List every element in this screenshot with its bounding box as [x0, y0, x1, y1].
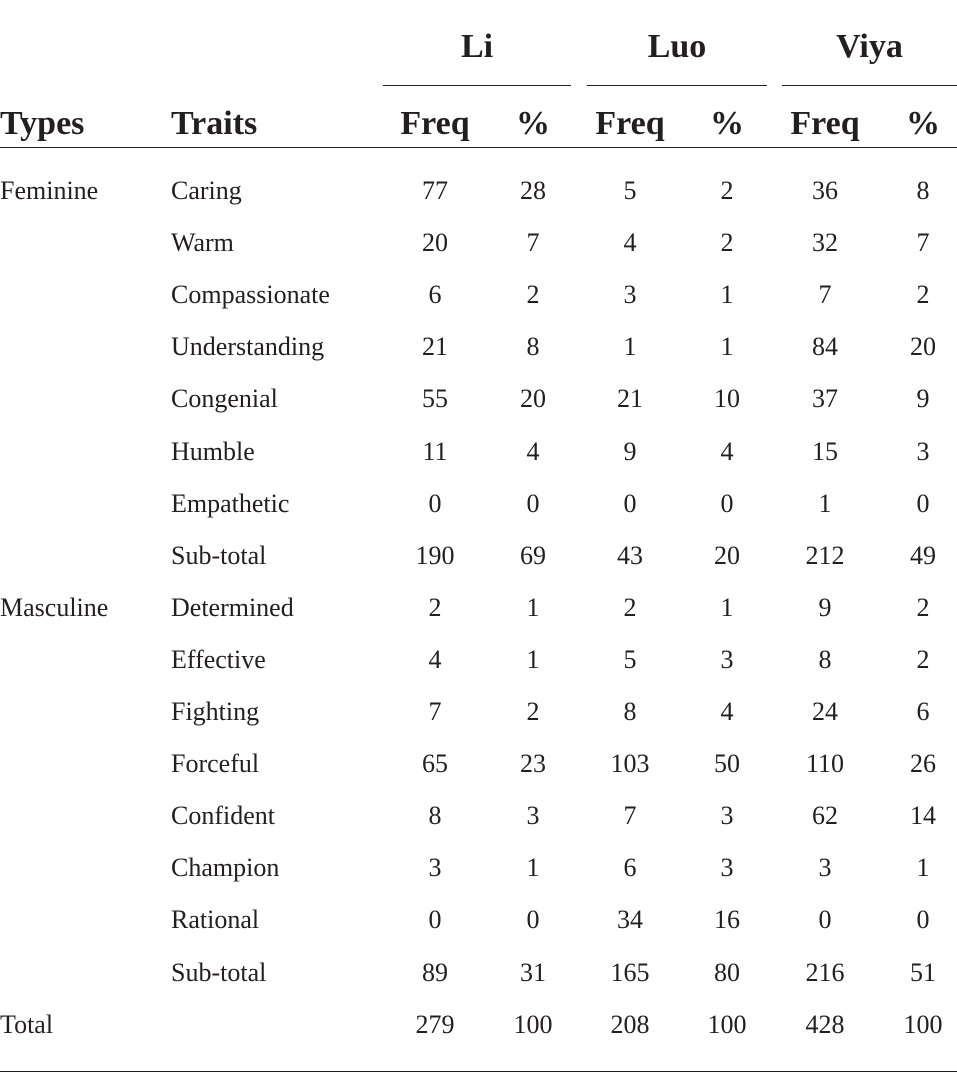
- table-row: [0, 634, 957, 686]
- cell-viya-freq: 8: [818, 644, 832, 674]
- cell-luo-pct: 10: [714, 384, 740, 414]
- cell-luo-freq: 103: [610, 749, 650, 779]
- cell-li-freq: 8: [428, 801, 442, 831]
- cell-viya-freq: 9: [818, 592, 832, 622]
- cell-viya-pct: 51: [910, 957, 936, 987]
- cell-trait: Empathetic: [171, 488, 290, 518]
- cell-li-pct: 1: [526, 592, 540, 622]
- cell-li-pct: 1: [526, 853, 540, 883]
- cell-luo-freq: 43: [617, 540, 643, 570]
- cell-trait: Forceful: [171, 749, 260, 779]
- table-row: [0, 790, 957, 842]
- cell-li-freq: 11: [422, 436, 448, 466]
- cell-luo-pct: 100: [707, 1009, 747, 1039]
- table-row: [0, 738, 957, 790]
- cell-li-pct: 100: [513, 1009, 553, 1039]
- cell-li-freq: 279: [415, 1009, 455, 1039]
- cell-luo-pct: 80: [714, 957, 740, 987]
- cell-trait: Compassionate: [171, 280, 330, 310]
- cell-trait: Fighting: [171, 697, 260, 726]
- cell-luo-freq: 165: [610, 957, 650, 987]
- group-rule-luo: [587, 85, 767, 86]
- column-header-li-freq: Freq: [400, 105, 470, 142]
- cell-trait: Champion: [171, 853, 280, 883]
- cell-luo-freq: 6: [623, 853, 637, 883]
- cell-viya-freq: 216: [805, 957, 845, 987]
- table-row: [0, 269, 957, 321]
- cell-li-pct: 7: [526, 228, 540, 258]
- cell-luo-freq: 21: [617, 384, 643, 414]
- cell-luo-freq: 34: [617, 905, 643, 935]
- cell-viya-pct: 8: [916, 176, 930, 205]
- cell-li-pct: 0: [526, 905, 540, 935]
- cell-trait: Confident: [171, 801, 275, 831]
- cell-li-freq: 89: [422, 957, 448, 987]
- cell-luo-freq: 8: [623, 697, 637, 726]
- column-header-li-pct: %: [516, 105, 550, 142]
- cell-viya-freq: 15: [812, 436, 838, 466]
- cell-viya-pct: 26: [910, 749, 936, 779]
- cell-li-freq: 7: [428, 697, 442, 726]
- table-row: [0, 478, 957, 530]
- table-row: [0, 530, 957, 582]
- cell-viya-pct: 2: [916, 644, 930, 674]
- table-row: [0, 894, 957, 946]
- table-row: [0, 947, 957, 999]
- cell-viya-freq: 36: [812, 176, 838, 205]
- cell-luo-pct: 3: [720, 801, 734, 831]
- cell-trait: Rational: [171, 905, 260, 935]
- cell-li-pct: 20: [520, 384, 546, 414]
- cell-luo-pct: 3: [720, 853, 734, 883]
- table-row: [0, 217, 957, 269]
- cell-luo-pct: 4: [720, 436, 734, 466]
- cell-viya-pct: 0: [916, 905, 930, 935]
- table-row: [0, 999, 957, 1051]
- column-header-types: Types: [0, 105, 85, 142]
- cell-li-freq: 21: [422, 332, 448, 362]
- cell-luo-pct: 1: [720, 332, 734, 362]
- cell-trait: Congenial: [171, 384, 278, 414]
- cell-luo-pct: 50: [714, 749, 740, 779]
- cell-trait: Determined: [171, 592, 294, 622]
- cell-viya-pct: 100: [903, 1009, 943, 1039]
- cell-viya-pct: 49: [910, 540, 936, 570]
- cell-luo-freq: 0: [623, 488, 637, 518]
- cell-li-pct: 2: [526, 280, 540, 310]
- cell-luo-freq: 9: [623, 436, 637, 466]
- cell-li-pct: 4: [526, 436, 540, 466]
- cell-luo-freq: 2: [623, 592, 637, 622]
- cell-luo-freq: 3: [623, 280, 637, 310]
- cell-li-pct: 1: [526, 644, 540, 674]
- cell-viya-pct: 20: [910, 332, 936, 362]
- cell-li-freq: 0: [428, 905, 442, 935]
- cell-viya-freq: 0: [818, 905, 832, 935]
- cell-viya-freq: 62: [812, 801, 838, 831]
- cell-li-freq: 20: [422, 228, 448, 258]
- cell-li-pct: 23: [520, 749, 546, 779]
- cell-luo-freq: 1: [623, 332, 637, 362]
- cell-trait: Effective: [171, 644, 266, 674]
- cell-viya-pct: 0: [916, 488, 930, 518]
- cell-viya-pct: 2: [916, 280, 930, 310]
- cell-viya-freq: 24: [812, 697, 838, 726]
- cell-li-pct: 8: [526, 332, 540, 362]
- cell-luo-pct: 4: [720, 697, 734, 726]
- cell-li-freq: 77: [422, 176, 448, 205]
- column-header-luo-pct: %: [710, 105, 744, 142]
- cell-viya-pct: 6: [916, 697, 930, 726]
- cell-trait: Caring: [171, 176, 242, 205]
- table-row: [0, 582, 957, 634]
- cell-viya-freq: 32: [812, 228, 838, 258]
- cell-luo-freq: 7: [623, 801, 637, 831]
- table-row: [0, 426, 957, 478]
- cell-li-freq: 2: [428, 592, 442, 622]
- cell-luo-pct: 20: [714, 540, 740, 570]
- cell-li-freq: 4: [428, 644, 442, 674]
- cell-viya-freq: 212: [805, 540, 845, 570]
- cell-trait: Sub-total: [171, 957, 267, 987]
- cell-luo-pct: 0: [720, 488, 734, 518]
- bottom-rule: [0, 1071, 957, 1072]
- cell-li-pct: 3: [526, 801, 540, 831]
- cell-type: Feminine: [0, 176, 99, 205]
- cell-viya-pct: 9: [916, 384, 930, 414]
- column-header-traits: Traits: [171, 105, 258, 142]
- group-rule-viya: [782, 85, 957, 86]
- cell-li-pct: 31: [520, 957, 546, 987]
- cell-viya-freq: 1: [818, 488, 832, 518]
- cell-li-pct: 28: [520, 176, 546, 205]
- cell-trait: Understanding: [171, 332, 325, 362]
- table-row: [0, 373, 957, 425]
- cell-type: Total: [0, 1009, 54, 1039]
- cell-trait: Humble: [171, 436, 255, 466]
- group-rule-li: [383, 85, 571, 86]
- cell-li-pct: 0: [526, 488, 540, 518]
- cell-luo-pct: 2: [720, 228, 734, 258]
- cell-luo-freq: 5: [623, 644, 637, 674]
- cell-li-pct: 2: [526, 697, 540, 726]
- cell-li-freq: 0: [428, 488, 442, 518]
- cell-luo-pct: 1: [720, 280, 734, 310]
- table-row: [0, 686, 957, 738]
- cell-viya-freq: 37: [812, 384, 838, 414]
- column-header-viya-freq: Freq: [790, 105, 860, 142]
- column-header-luo-freq: Freq: [595, 105, 665, 142]
- cell-luo-pct: 3: [720, 644, 734, 674]
- cell-luo-freq: 5: [623, 176, 637, 205]
- cell-viya-freq: 110: [805, 749, 845, 779]
- table-row: [0, 842, 957, 894]
- header-rule: [0, 147, 957, 148]
- cell-luo-pct: 1: [720, 592, 734, 622]
- cell-trait: Warm: [171, 228, 234, 258]
- cell-luo-freq: 208: [610, 1009, 650, 1039]
- cell-trait: Sub-total: [171, 540, 267, 570]
- cell-li-freq: 55: [422, 384, 448, 414]
- cell-li-pct: 69: [520, 540, 546, 570]
- cell-luo-freq: 4: [623, 228, 637, 258]
- cell-type: Masculine: [0, 592, 109, 622]
- cell-viya-freq: 428: [805, 1009, 845, 1039]
- cell-li-freq: 190: [415, 540, 455, 570]
- group-header-li: Li: [460, 28, 494, 65]
- cell-viya-freq: 3: [818, 853, 832, 883]
- table-row: [0, 321, 957, 373]
- cell-viya-freq: 84: [812, 332, 838, 362]
- cell-viya-pct: 7: [916, 228, 930, 258]
- group-header-luo: Luo: [647, 28, 707, 65]
- cell-luo-pct: 2: [720, 176, 734, 205]
- table-row: [0, 165, 957, 217]
- cell-viya-pct: 3: [916, 436, 930, 466]
- cell-li-freq: 3: [428, 853, 442, 883]
- cell-li-freq: 6: [428, 280, 442, 310]
- column-header-viya-pct: %: [906, 105, 940, 142]
- cell-li-freq: 65: [422, 749, 448, 779]
- group-header-viya: Viya: [836, 28, 903, 65]
- cell-viya-pct: 1: [916, 853, 930, 883]
- cell-viya-pct: 2: [916, 592, 930, 622]
- cell-luo-pct: 16: [714, 905, 740, 935]
- cell-viya-freq: 7: [818, 280, 832, 310]
- cell-viya-pct: 14: [910, 801, 936, 831]
